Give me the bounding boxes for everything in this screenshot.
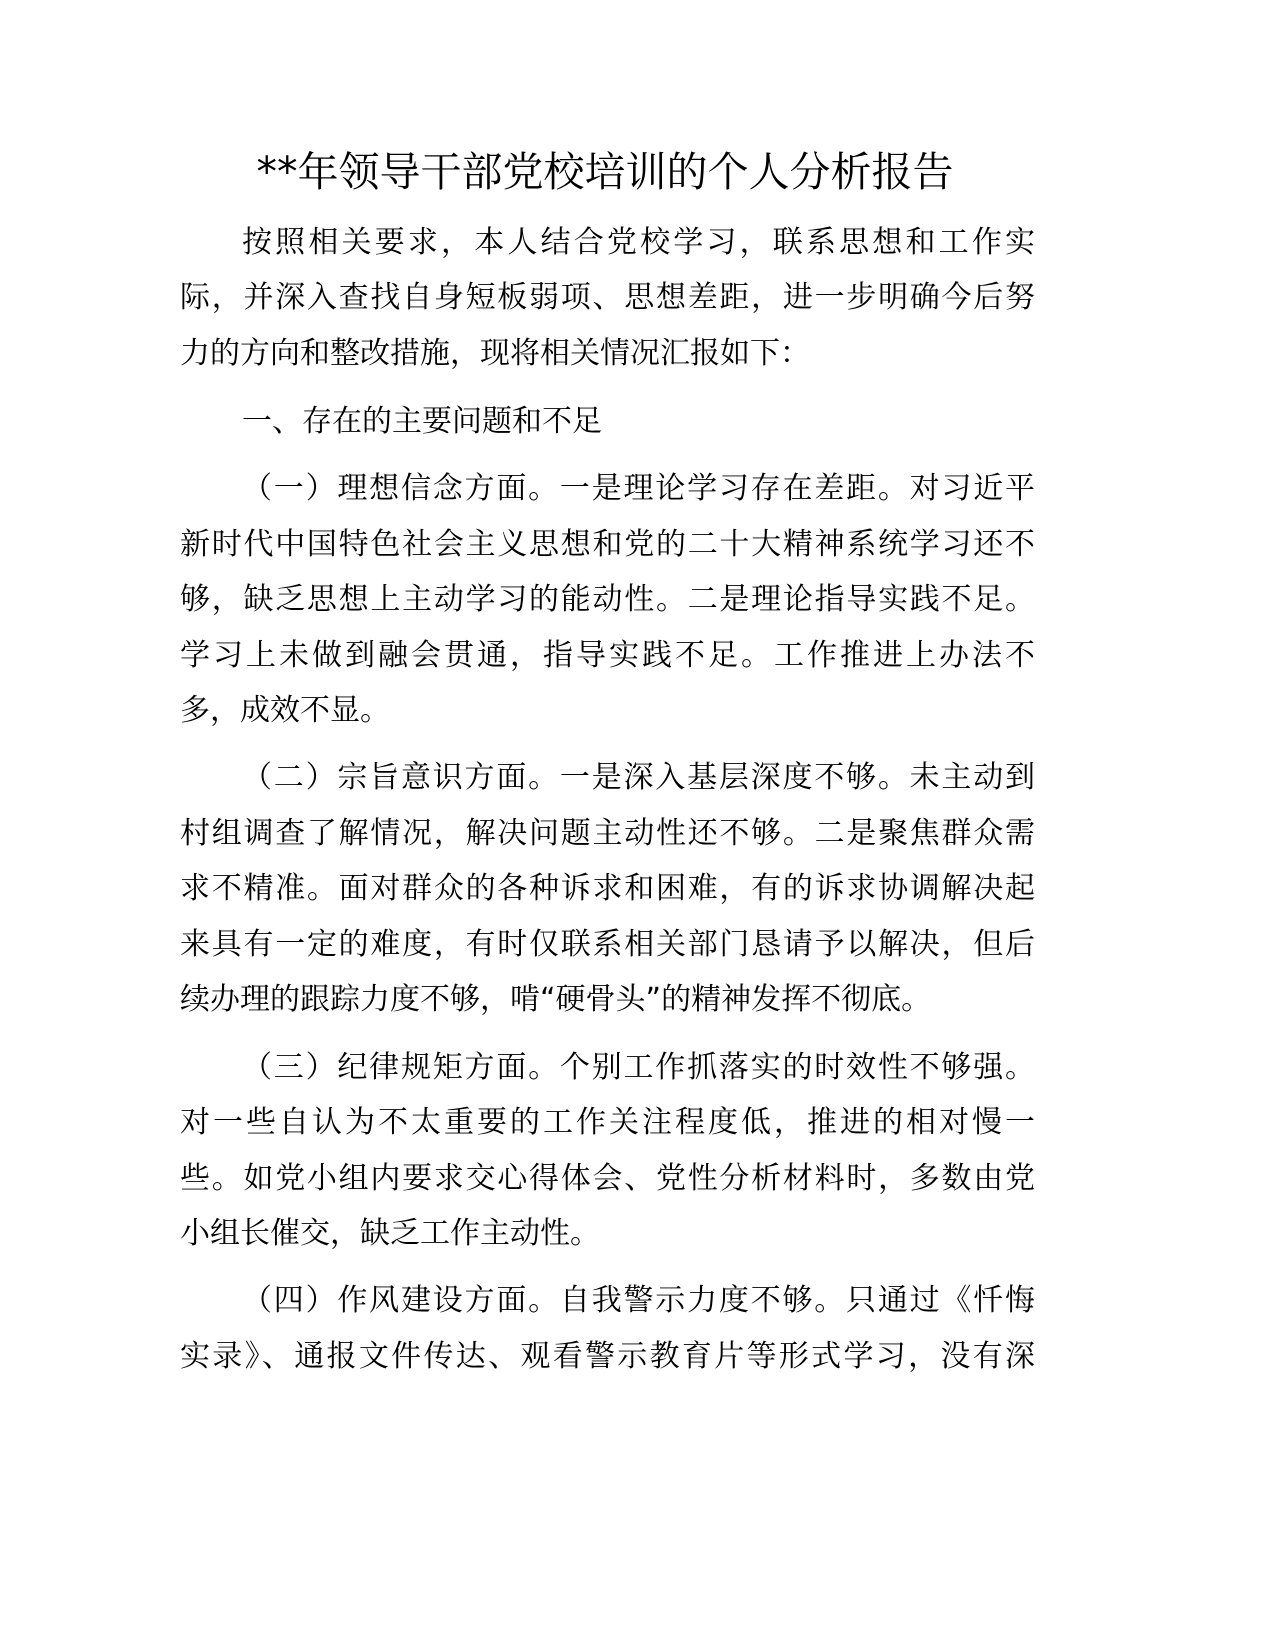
document-title: **年领导干部党校培训的个人分析报告 <box>256 148 954 196</box>
paragraph-line: 实录》、通报文件传达、观看警示教育片等形式学习，没有深 <box>180 1339 1035 1374</box>
paragraph-line: 村组调查了解情况，解决问题主动性还不够。二是聚焦群众需 <box>180 816 1035 851</box>
paragraph-line: （四）作风建设方面。自我警示力度不够。只通过《忏悔 <box>242 1283 1035 1318</box>
section-heading: 一、存在的主要问题和不足 <box>242 404 602 439</box>
paragraph-line: （三）纪律规矩方面。个别工作抓落实的时效性不够强。 <box>242 1050 1035 1085</box>
paragraph-line: 小组长催交，缺乏工作主动性。 <box>180 1216 600 1251</box>
paragraph-line: 按照相关要求，本人结合党校学习，联系思想和工作实 <box>242 225 1035 260</box>
paragraph-line: 求不精准。面对群众的各种诉求和困难，有的诉求协调解决起 <box>180 871 1035 906</box>
paragraph-line: 力的方向和整改措施，现将相关情况汇报如下： <box>180 336 810 371</box>
paragraph-line: 学习上未做到融会贯通，指导实践不足。工作推进上办法不 <box>180 638 1035 673</box>
paragraph-line: 够，缺乏思想上主动学习的能动性。二是理论指导实践不足。 <box>180 582 1035 617</box>
paragraph-line: 续办理的跟踪力度不够，啃“硬骨头”的精神发挥不彻底。 <box>180 982 932 1017</box>
paragraph-line: 多，成效不显。 <box>180 693 390 728</box>
paragraph-line: （一）理想信念方面。一是理论学习存在差距。对习近平 <box>242 471 1035 506</box>
paragraph-line: 际，并深入查找自身短板弱项、思想差距，进一步明确今后努 <box>180 280 1035 315</box>
paragraph-line: 新时代中国特色社会主义思想和党的二十大精神系统学习还不 <box>180 527 1035 562</box>
paragraph-line: 来具有一定的难度，有时仅联系相关部门恳请予以解决，但后 <box>180 927 1035 962</box>
paragraph-line: 对一些自认为不太重要的工作关注程度低，推进的相对慢一 <box>180 1105 1035 1140</box>
paragraph-line: 些。如党小组内要求交心得体会、党性分析材料时，多数由党 <box>180 1161 1035 1196</box>
paragraph-line: （二）宗旨意识方面。一是深入基层深度不够。未主动到 <box>242 760 1035 795</box>
